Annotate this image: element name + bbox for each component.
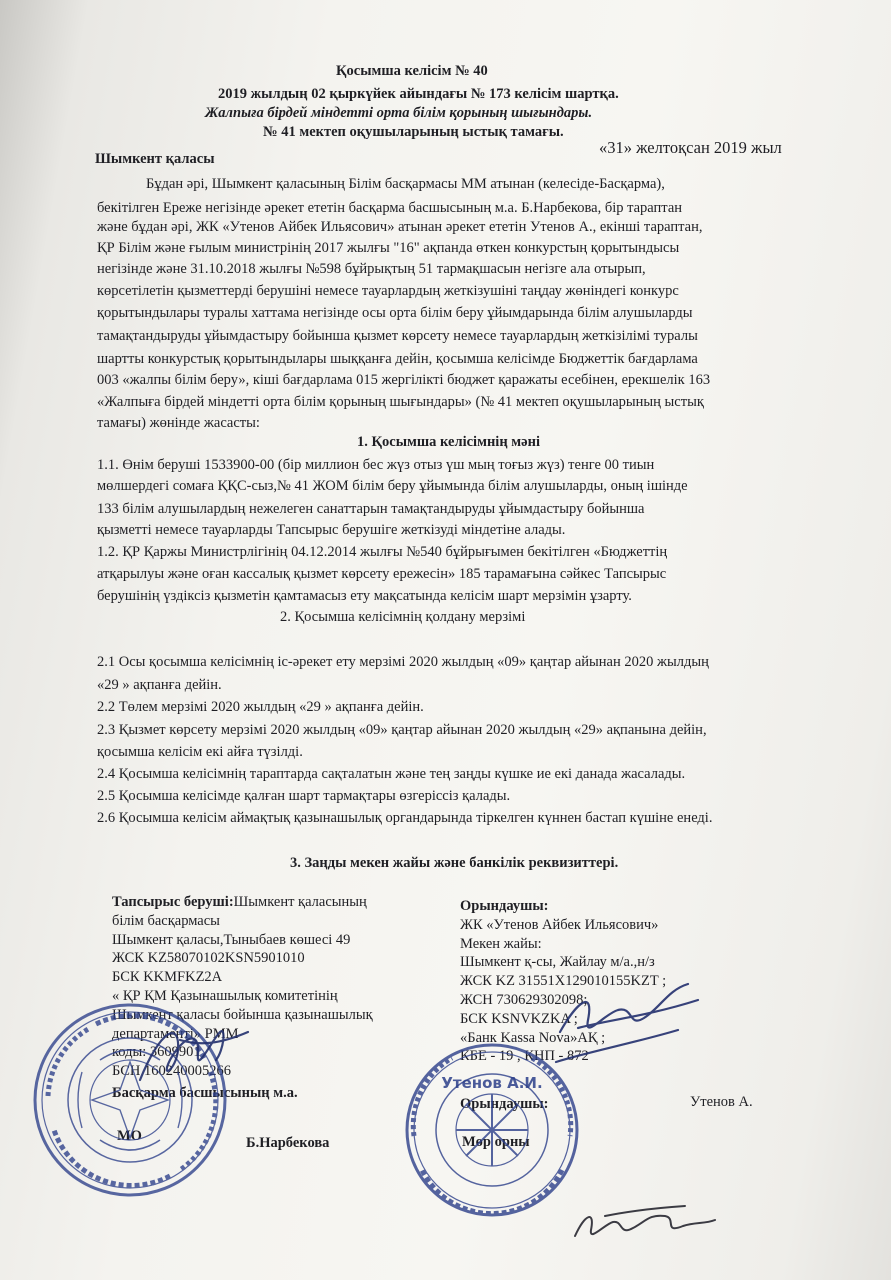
- contractor-line: ЖСН 730629302098;: [460, 991, 588, 1008]
- customer-line: департаменті» РММ: [112, 1025, 239, 1042]
- contractor-label: Орындаушы:: [460, 898, 549, 914]
- bottom-signature: [565, 1196, 725, 1256]
- intro-line: қорытындылары туралы хаттама негізінде осы орта білім беру ұйымдарында білім алушыларды: [97, 305, 693, 321]
- section-1-line: 133 білім алушылардың нежелеген санаттарын тамақтандыруды ұйымдастыру бойынша: [97, 501, 645, 517]
- section-2-line: 2.1 Осы қосымша келісімнің іс-әрекет ету мерзімі 2020 жылдың «09» қаңтар айынан 2020 жылдың: [97, 654, 709, 670]
- section-1-line: қызметті немесе тауарларды Тапсырыс берушіге жеткізуді міндетіне алады.: [97, 522, 566, 538]
- intro-line: «Жалпыға бірдей міндетті орта білім қорының шығындары» (№ 41 мектеп оқушыларының ыстық: [97, 394, 704, 410]
- customer-signature: [120, 1010, 260, 1095]
- customer-label: Тапсырыс беруші:: [112, 894, 234, 910]
- contractor-signature: [548, 970, 708, 1070]
- customer-line: Шымкент қаласының: [233, 894, 367, 910]
- customer-line: Шымкент қаласы бойынша қазынашылық: [112, 1006, 373, 1023]
- contractor-line: Мекен жайы:: [460, 935, 542, 952]
- contractor-sign-name: Утенов А.: [690, 1094, 753, 1110]
- customer-line: Шымкент қаласы,Тыныбаев көшесі 49: [112, 931, 351, 948]
- customer-line: ЖСК KZ58070102KSN5901010: [112, 950, 305, 967]
- contractor-line: «Банк Kassa Nova»АҚ ;: [460, 1029, 606, 1046]
- customer-sign-title: Басқарма басшысының м.а.: [112, 1084, 298, 1101]
- section-2-line: 2.2 Төлем мерзімі 2020 жылдың «29 » ақпанға дейін.: [97, 699, 424, 715]
- section-3-heading: 3. Заңды мекен жайы және банкілік реквизиттері.: [290, 855, 619, 871]
- intro-line: ҚР Білім және ғылым министрінің 2017 жылғы "16" ақпанда өткен конкурстың қорытындысы: [97, 240, 680, 256]
- section-1-line: 1.1. Өнім беруші 1533900-00 (бір миллион бес жүз отыз үш мың тоғыз жүз) тенге 00 тиын: [97, 457, 655, 473]
- intro-line: Бұдан әрі, Шымкент қаласының Білім басқармасы ММ атынан (келесіде-Басқарма),: [146, 176, 665, 192]
- contractor-line: ЖСК KZ 31551X129010155KZT ;: [460, 973, 667, 990]
- section-1-line: 1.2. ҚР Қаржы Министрлігінің 04.12.2014 жылғы №540 бұйрығымен бекітілген «Бюджеттің: [97, 544, 668, 560]
- customer-line: « ҚР ҚМ Қазынашылық комитетінің: [112, 987, 338, 1004]
- section-1-heading: 1. Қосымша келісімнің мәні: [357, 434, 541, 450]
- intro-line: бекітілген Ереже негізінде әрекет ететін басқарма басшысының м.а. Б.Нарбекова, бір тараптан: [97, 200, 683, 216]
- intro-line: тамағы) жөнінде жасасты:: [97, 415, 260, 431]
- section-2-line: «29 » ақпанға дейін.: [97, 677, 222, 693]
- section-1-line: берушінің үздіксіз қызметін қамтамасыз ету мақсатында келісім шарт мерзімін ұзарту.: [97, 588, 632, 604]
- contractor-seal-text: Утенов А.И.: [441, 1074, 543, 1092]
- section-2-line: 2.4 Қосымша келісімнің тараптарда сақталатын және тең заңды күшке ие екі данада жасалады.: [97, 766, 686, 782]
- section-2-line: қосымша келісім екі айға түзілді.: [97, 744, 303, 760]
- customer-line: БСН 160240005266: [112, 1063, 231, 1080]
- intro-line: тамақтандыруды ұйымдастыру бойынша қызмет көрсету немесе тауарлардың жеткізілімі туралы: [97, 328, 698, 344]
- section-2-line: 2.5 Қосымша келісімде қалған шарт тармақтары өзгеріссіз қалады.: [97, 788, 511, 804]
- agreement-date: «31» желтоқсан 2019 жыл: [599, 138, 782, 157]
- intro-line: көрсетілетін қызметтерді берушіні немесе тауарлардың жеткізушіні таңдау жөніндегі конкурс: [97, 283, 679, 299]
- section-1-line: атқарылуы және оған кассалық қызмет көрсету ережесін» 185 тарамағына сәйкес Тапсырыс: [97, 566, 667, 582]
- intro-line: және бұдан әрі, ЖК «Утенов Айбек Ильясович» атынан әрекет ететін Утенов А., екінші тараптан,: [97, 219, 703, 235]
- contractor-line: БСК KSNVKZKA ;: [460, 1010, 578, 1027]
- section-2-heading: 2. Қосымша келісімнің қолдану мерзімі: [280, 609, 526, 625]
- header-line-3: Жалпыға бірдей міндетті орта білім қорының шығындары.: [205, 105, 593, 121]
- customer-line: коды: 3609901: [112, 1044, 201, 1061]
- contractor-line: КБЕ - 19 , КНП - 872: [460, 1048, 589, 1065]
- customer-seal-mark: МО: [117, 1128, 142, 1144]
- section-1-line: мөлшердегі сомаға ҚҚС-сыз,№ 41 ЖОМ білім беру ұйымында білім алушыларды, оның ішінде: [97, 478, 688, 494]
- contractor-line: Шымкент қ-сы, Жайлау м/а.,н/з: [460, 954, 655, 971]
- contractor-sign-label: Орындаушы:: [460, 1096, 549, 1112]
- intro-line: шартты конкурстық қорытындылары шыққанға дейін, қосымша келісімде Бюджеттік бағдарлама: [97, 351, 698, 367]
- customer-sign-name: Б.Нарбекова: [246, 1135, 330, 1151]
- intro-line: 003 «жалпы білім беру», кіші бағдарлама 015 жергілікті бюджет қаражаты есебінен, ерекшелік 163: [97, 372, 711, 388]
- contractor-line: ЖК «Утенов Айбек Ильясович»: [460, 916, 659, 933]
- customer-line: БСК KKMFKZ2A: [112, 969, 223, 986]
- agreement-title: Қосымша келісім № 40: [336, 63, 488, 79]
- section-2-line: 2.3 Қызмет көрсету мерзімі 2020 жылдың «09» қаңтар айынан 2020 жылдың «29» ақпанына дейін,: [97, 722, 707, 738]
- contractor-seal-mark: Мөр орны: [462, 1134, 530, 1150]
- intro-line: негізінде және 31.10.2018 жылғы №598 бұйрықтың 51 тармақшасын негізге ала отырып,: [97, 261, 646, 277]
- header-line-2: 2019 жылдың 02 қыркүйек айындағы № 173 келісім шартқа.: [218, 86, 619, 102]
- city-label: Шымкент қаласы: [95, 151, 215, 167]
- header-line-4: № 41 мектеп оқушыларының ыстық тамағы.: [263, 124, 564, 140]
- customer-line: білім басқармасы: [112, 912, 220, 929]
- section-2-line: 2.6 Қосымша келісім аймақтық қазынашылық органдарында тіркелген күннен бастап күшіне енеді.: [97, 810, 713, 826]
